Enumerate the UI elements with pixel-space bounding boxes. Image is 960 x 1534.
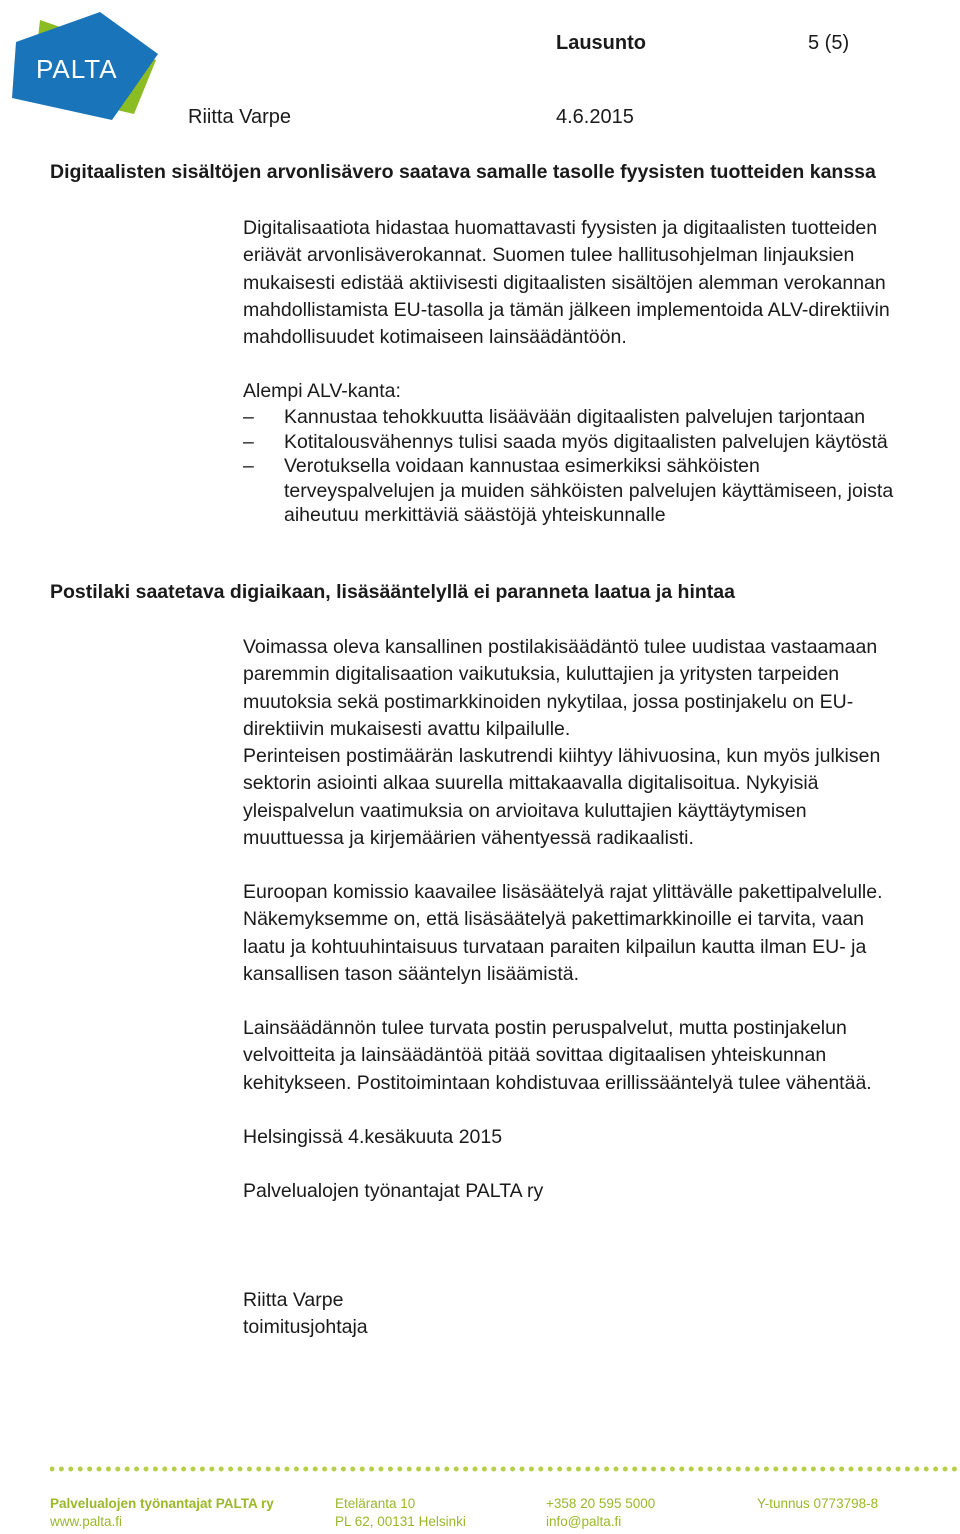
page-number: 5 (5) <box>808 32 850 54</box>
list-item: – Kannustaa tehokkuutta lisäävään digitaalisten palvelujen tarjontaan <box>243 406 866 428</box>
place-date: Helsingissä 4.kesäkuuta 2015 <box>243 1126 503 1148</box>
document-type: Lausunto <box>556 32 646 54</box>
paragraph-line: eriävät arvonlisäverokannat. Suomen tulee hallitusohjelman linjauksien <box>243 244 855 267</box>
footer-business-id: Y-tunnus 0773798-8 <box>757 1496 879 1511</box>
list-item: – Verotuksella voidaan kannustaa esimerkiksi sähköisten terveyspalvelujen ja muiden sähköisten palvelujen käyttämiseen, joista aiheutuu merkittäviä säästöjä yhteiskunnalle <box>243 455 894 526</box>
postal-paragraph-1: Voimassa oleva kansallinen postilakisäädäntö tulee uudistaa vastaamaan paremmin digitalisaation vaikutuksia, kuluttajien ja yritysten tarpeiden muutoksia sekä postimarkkinoiden nykytilaa, jossa postinjakelu on EU- direktiivin mukaisesti avattu kilpailulle. Perinteisen postimäärän laskutrendi kiihtyy lähivuosina, kun myös julkisen sektorin asiointi alkaa suurella mittakaavalla digitalisoitua. Nykyisiä yleispalvelun vaatimuksia on arvioitava kuluttajien käyttäytymisen muuttuessa ja kirjemäärien vähentyessä radikaalisti. <box>243 636 881 850</box>
benefit-list <box>243 405 955 528</box>
footer-org-name: Palvelualojen työnantajat PALTA ry <box>50 1496 274 1511</box>
paragraph-line: Digitalisaatiota hidastaa huomattavasti fyysisten ja digitaalisten tuotteiden <box>243 217 878 239</box>
paragraph-line: mahdollistamista EU-tasolla ja tämän jälkeen implementoida ALV-direktiivin <box>243 298 890 321</box>
paragraph-line: mukaisesti edistää aktiivisesti digitaalisten sisältöjen alemman verokannan <box>243 271 886 294</box>
section-heading-postal: Postilaki saatetava digiaikaan, lisäsääntelyllä ei paranneta laatua ja hintaa <box>50 581 735 603</box>
postal-paragraph-3: Lainsäädännön tulee turvata postin peruspalvelut, mutta postinjakelun velvoitteita ja lainsäädäntöä pitää sovittaa digitaalisen yhteiskunnan kehitykseen. Postitoimintaan kohdistuvaa erillissääntelyä tulee vähentää. <box>243 1017 872 1094</box>
section-heading-vat: Digitaalisten sisältöjen arvonlisävero saatava samalle tasolle fyysisten tuotteiden kanssa <box>50 161 876 183</box>
paragraph-line: mahdollisuudet kotimaiseen lainsäädäntöön. <box>243 326 627 349</box>
signature-block <box>243 1287 955 1342</box>
footer-org <box>50 1495 274 1531</box>
footer-phone: +358 20 595 5000 <box>546 1496 656 1511</box>
footer-email: info@palta.fi <box>546 1514 622 1529</box>
footer-dotted-divider <box>50 1466 958 1472</box>
signer-name: Riitta Varpe <box>243 1289 344 1311</box>
signer-title: toimitusjohtaja <box>243 1316 368 1339</box>
logo-wordmark: PALTA <box>36 54 118 84</box>
palta-logo <box>10 10 162 120</box>
list-title: Alempi ALV-kanta: <box>243 380 401 402</box>
document-date: 4.6.2015 <box>556 106 634 128</box>
dash-bullet-icon: – <box>243 430 254 453</box>
footer-website: www.palta.fi <box>50 1514 123 1529</box>
dash-bullet-icon: – <box>243 455 254 477</box>
organization-name: Palvelualojen työnantajat PALTA ry <box>243 1180 544 1202</box>
footer-contact <box>546 1495 655 1531</box>
author-name: Riitta Varpe <box>188 106 292 128</box>
dash-bullet-icon: – <box>243 406 254 428</box>
list-item: – Kotitalousvähennys tulisi saada myös digitaalisten palvelujen käytöstä <box>243 430 888 453</box>
postal-paragraph-2: Euroopan komissio kaavailee lisäsäätelyä rajat ylittävälle pakettipalvelulle. Näkemyksemme on, että lisäsäätelyä pakettimarkkinoille ei tarvita, vaan laatu ja kohtuuhintaisuus turvataan paraiten kilpailun kautta ilman EU- ja kansallisen tason sääntelyn lisäämistä. <box>243 881 883 985</box>
footer-address: Eteläranta 10 PL 62, 00131 Helsinki <box>335 1496 466 1529</box>
vat-paragraph <box>243 215 955 351</box>
